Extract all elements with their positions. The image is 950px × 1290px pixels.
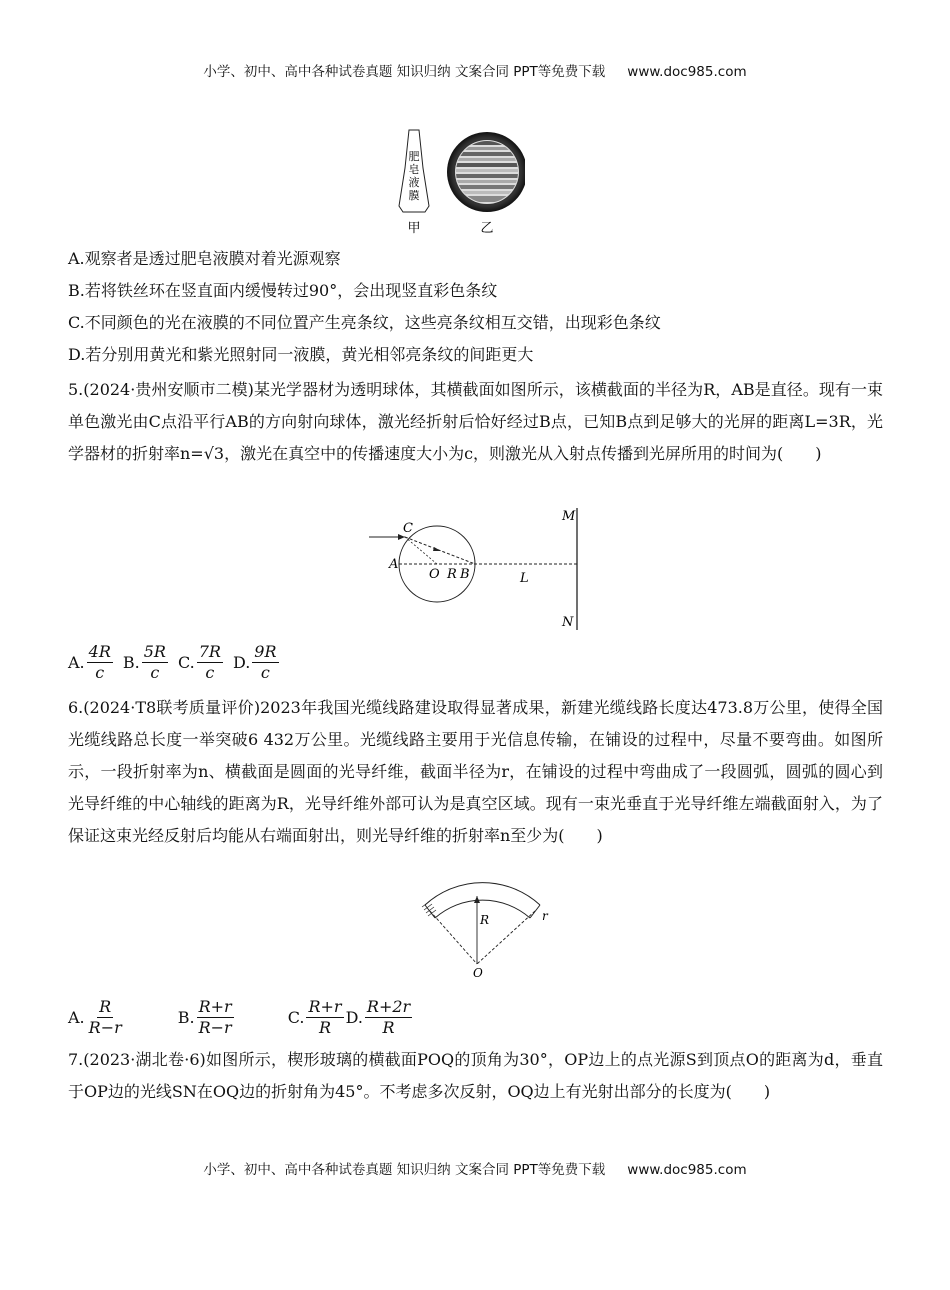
- q4-option-b: B.若将铁丝环在竖直面内缓慢转过90°，会出现竖直彩色条纹: [68, 281, 498, 300]
- fiber-figure: [405, 878, 560, 978]
- fiber-outer-arc: [425, 883, 540, 905]
- label-yi: 乙: [480, 221, 494, 236]
- label-small-r: r: [542, 909, 548, 923]
- label-n: N: [562, 615, 574, 630]
- footer-text: 小学、初中、高中各种试卷真题 知识归纳 文案合同 PPT等免费下载: [203, 1162, 606, 1178]
- label-o: O: [473, 966, 483, 978]
- q4-option-d: D.若分别用黄光和紫光照射同一液膜，黄光相邻亮条纹的间距更大: [68, 345, 534, 364]
- q4-option-c: C.不同颜色的光在液膜的不同位置产生亮条纹，这些亮条纹相互交错，出现彩色条纹: [68, 313, 661, 332]
- q7-text: 7.(2023·湖北卷·6)如图所示，楔形玻璃的横截面POQ的顶角为30°，OP边上的点光源S到顶点O的距离为d，垂直于OP边的光线SN在OQ边的折射角为45°。不考虑多次反射，OQ边上有光射出部分的长度为( ): [68, 1050, 883, 1101]
- film-char-2: 皂: [408, 163, 420, 176]
- film-char-1: 肥: [408, 150, 420, 163]
- q5-option-c: C. $\frac{7R}{c}$: [177, 641, 221, 682]
- q6-options: [68, 995, 422, 1039]
- q6-option-a: A. $\frac{R}{R-r}$: [68, 996, 122, 1037]
- label-a: A: [389, 557, 399, 572]
- page-header: [0, 60, 950, 80]
- q5-option-b: B. $\frac{5R}{c}$: [122, 641, 166, 682]
- film-char-4: 膜: [408, 189, 420, 202]
- q5-option-a: A. $\frac{4R}{c}$: [68, 641, 111, 682]
- header-url[interactable]: www.doc985.com: [627, 64, 747, 80]
- label-jia: 甲: [407, 221, 421, 236]
- q6-text: 6.(2024·T8联考质量评价)2023年我国光缆线路建设取得显著成果，新建光缆线路长度达473.8万公里，使得全国光缆线路总长度一举突破6 432万公里。光缆线路主要用于光信息传输，在铺设的过程中，尽量不要弯曲。如图所示，一段折射率为n、横截面是圆面的光导纤维，截面半径为r，在铺设的过程中弯曲成了一段圆弧，圆弧的圆心到光导纤维的中心轴线的距离为R，光导纤维外部可认为是真空区域。现有一束光垂直于光导纤维左端截面射入，为了保证这束光经反射后均能从右端面射出，则光导纤维的折射率n至少为( ): [68, 698, 883, 845]
- page-footer: [0, 1158, 950, 1178]
- label-m: M: [562, 509, 576, 524]
- q5-text: 5.(2024·贵州安顺市二模)某光学器材为透明球体，其横截面如图所示，该横截面的半径为R，AB是直径。现有一束单色激光由C点沿平行AB的方向射向球体，激光经折射后恰好经过B点，已知B点到足够大的光屏的距离L=3R，光学器材的折射率n=√3，激光在真空中的传播速度大小为c，则激光从入射点传播到光屏所用的时间为( ): [68, 380, 883, 463]
- q6-option-d: D. $\frac{R+2r}{R}$: [345, 996, 411, 1037]
- sphere-figure: [365, 500, 590, 635]
- q6-option-b: B. $\frac{R+r}{R-r}$: [177, 996, 232, 1037]
- q5-option-d: D. $\frac{9R}{c}$: [232, 641, 277, 682]
- q6-option-c: C. $\frac{R+r}{R}$: [287, 996, 342, 1037]
- label-big-r: R: [480, 913, 490, 927]
- label-l: L: [520, 571, 529, 586]
- footer-url[interactable]: www.doc985.com: [627, 1162, 747, 1178]
- q5-options: [68, 640, 289, 684]
- label-o: O: [429, 567, 440, 582]
- q4-option-a: A.观察者是透过肥皂液膜对着光源观察: [68, 249, 341, 268]
- label-c: C: [403, 521, 413, 536]
- label-b: B: [460, 567, 470, 582]
- film-char-3: 液: [408, 176, 420, 189]
- soap-film-figure: [395, 128, 525, 238]
- header-text: 小学、初中、高中各种试卷真题 知识归纳 文案合同 PPT等免费下载: [203, 64, 606, 80]
- label-r: R: [447, 567, 457, 582]
